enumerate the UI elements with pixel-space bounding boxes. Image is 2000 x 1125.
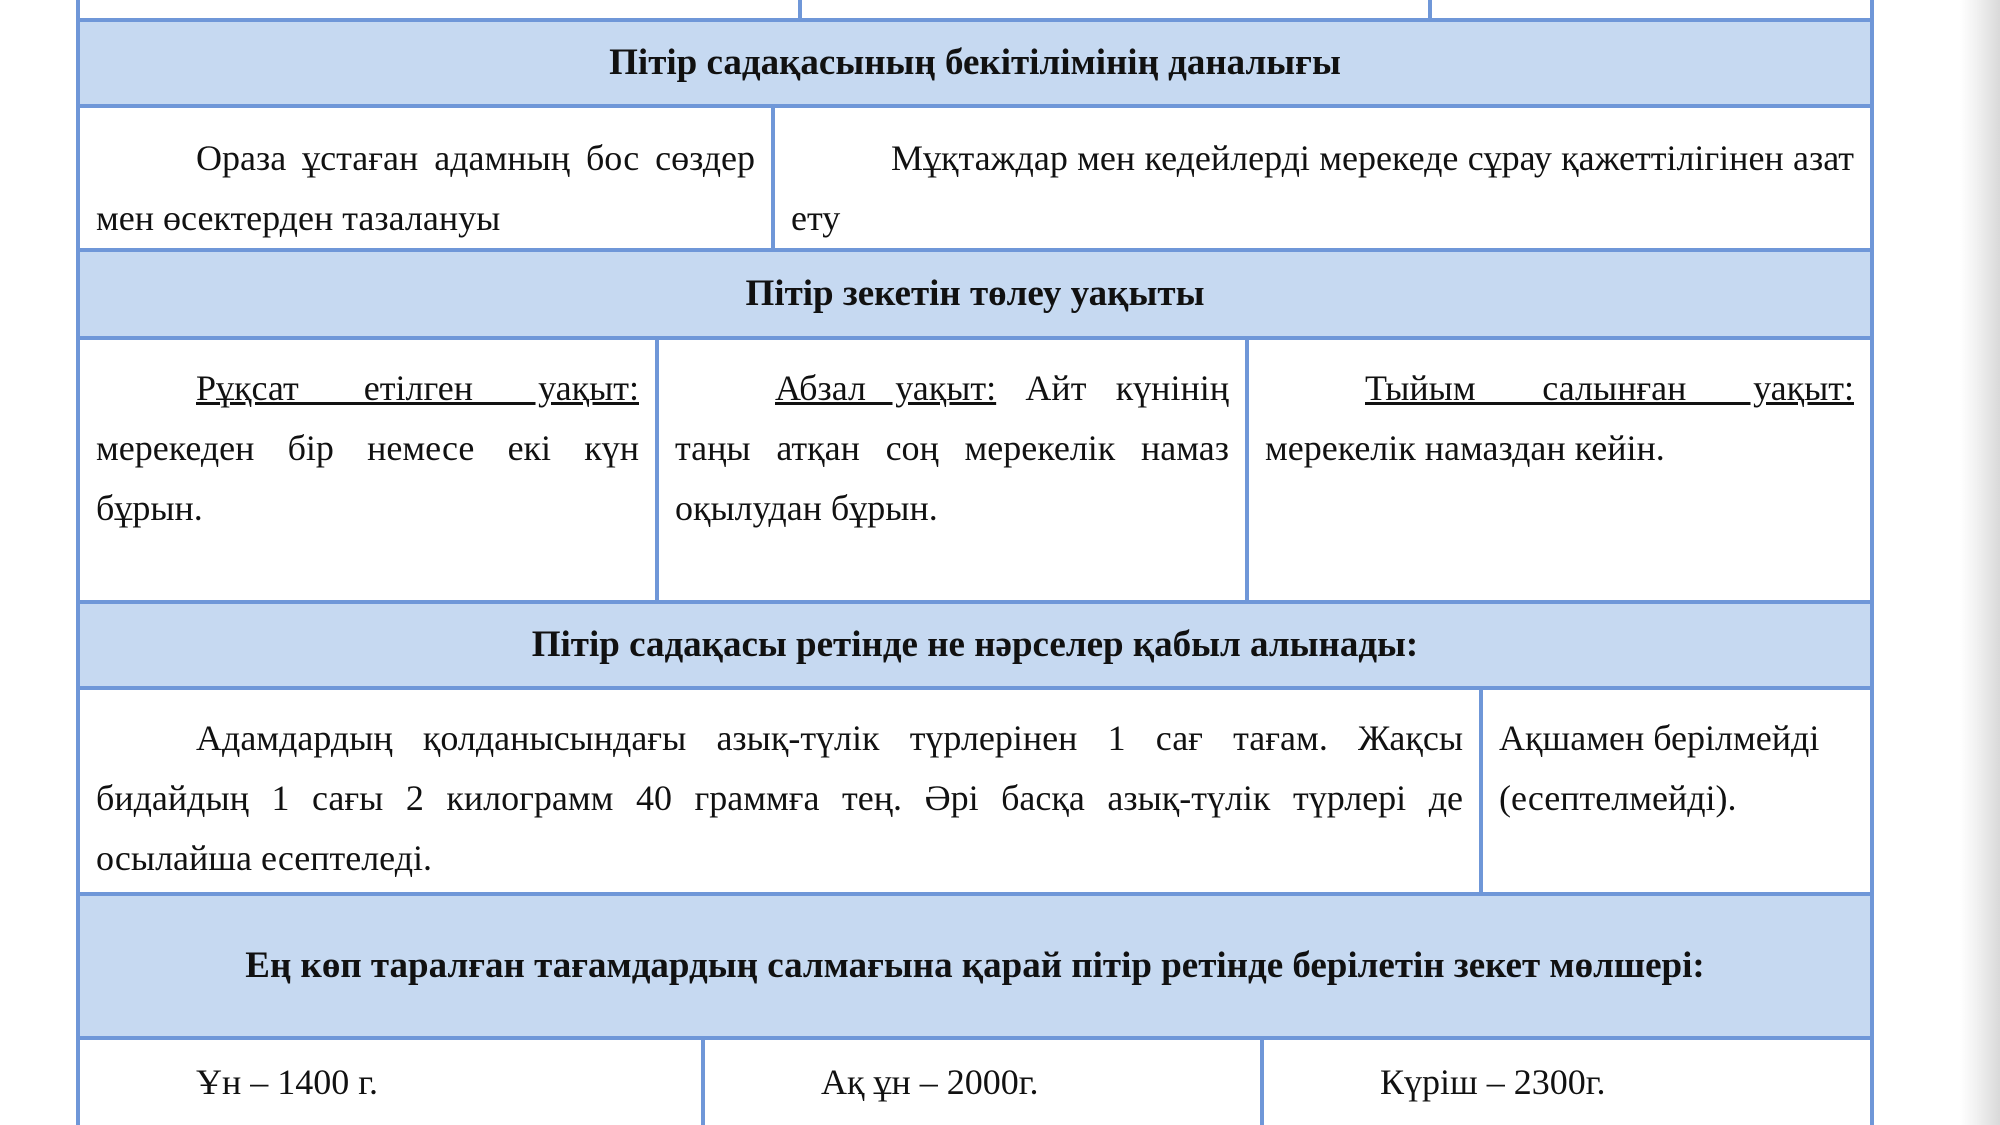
table-cell bbox=[80, 0, 798, 18]
accepted-items-cell: Адамдардың қолданысындағы азық-түлік түрлерінен 1 сағ тағам. Жақсы бидайдың 1 сағы 2 килограмм 40 граммға тең. Әрі басқа азық-түлік түрлері де осылайша есептеледі. bbox=[96, 718, 1463, 878]
table-cell bbox=[1428, 0, 1870, 18]
section-header-wisdom bbox=[80, 22, 1870, 108]
best-time-label: Абзал уақыт: bbox=[775, 368, 997, 408]
section-title: Пітір садақасы ретінде не нәрселер қабыл алынады: bbox=[531, 624, 1419, 665]
section-title: Пітір зекетін төлеу уақыты bbox=[745, 273, 1205, 314]
section-header-payment-time bbox=[80, 252, 1870, 340]
table-row-wisdom bbox=[80, 108, 1870, 252]
section-header-accepted-items bbox=[80, 604, 1870, 690]
allowed-time-cell bbox=[80, 340, 655, 600]
table-row-cutoff bbox=[80, 0, 1870, 22]
page-edge-shadow bbox=[1960, 0, 2000, 1125]
forbidden-time-cell bbox=[1245, 340, 1870, 600]
table-cell bbox=[798, 0, 1428, 18]
table-row-accepted-items bbox=[80, 690, 1870, 896]
section-header-amounts bbox=[80, 896, 1870, 1040]
best-time-cell bbox=[655, 340, 1245, 600]
amount-cell-white-flour: Ақ ұн – 2000г. bbox=[701, 1040, 1260, 1125]
wisdom-cell-left: Ораза ұстаған адамның бос сөздер мен өсектерден тазалануы bbox=[96, 138, 755, 238]
money-not-accepted-cell: Ақшамен берілмейді (есептелмейді). bbox=[1479, 690, 1870, 892]
wisdom-cell-right: Мұқтаждар мен кедейлерді мерекеде сұрау қажеттілігінен азат ету bbox=[771, 108, 1870, 248]
amount-cell-flour: Ұн – 1400 г. bbox=[196, 1062, 378, 1102]
allowed-time-text: мерекеден бір немесе екі күн бұрын. bbox=[96, 428, 639, 528]
table-row-payment-time bbox=[80, 340, 1870, 604]
section-title: Ең көп таралған тағамдардың салмағына қарай пітір ретінде берілетін зекет мөлшері: bbox=[245, 945, 1705, 986]
section-title: Пітір садақасының бекітілімінің даналығы bbox=[609, 42, 1341, 83]
forbidden-time-text: мерекелік намаздан кейін. bbox=[1265, 428, 1665, 468]
zakat-table bbox=[76, 0, 1874, 1125]
forbidden-time-label: Тыйым салынған уақыт: bbox=[1365, 368, 1854, 408]
amount-cell-rice: Күріш – 2300г. bbox=[1260, 1040, 1870, 1125]
table-row-amounts bbox=[80, 1040, 1870, 1125]
allowed-time-label: Рұқсат етілген уақыт: bbox=[196, 368, 639, 408]
best-time-text: Айт күнінің таңы атқан соң мерекелік намаз оқылудан бұрын. bbox=[675, 368, 1229, 528]
